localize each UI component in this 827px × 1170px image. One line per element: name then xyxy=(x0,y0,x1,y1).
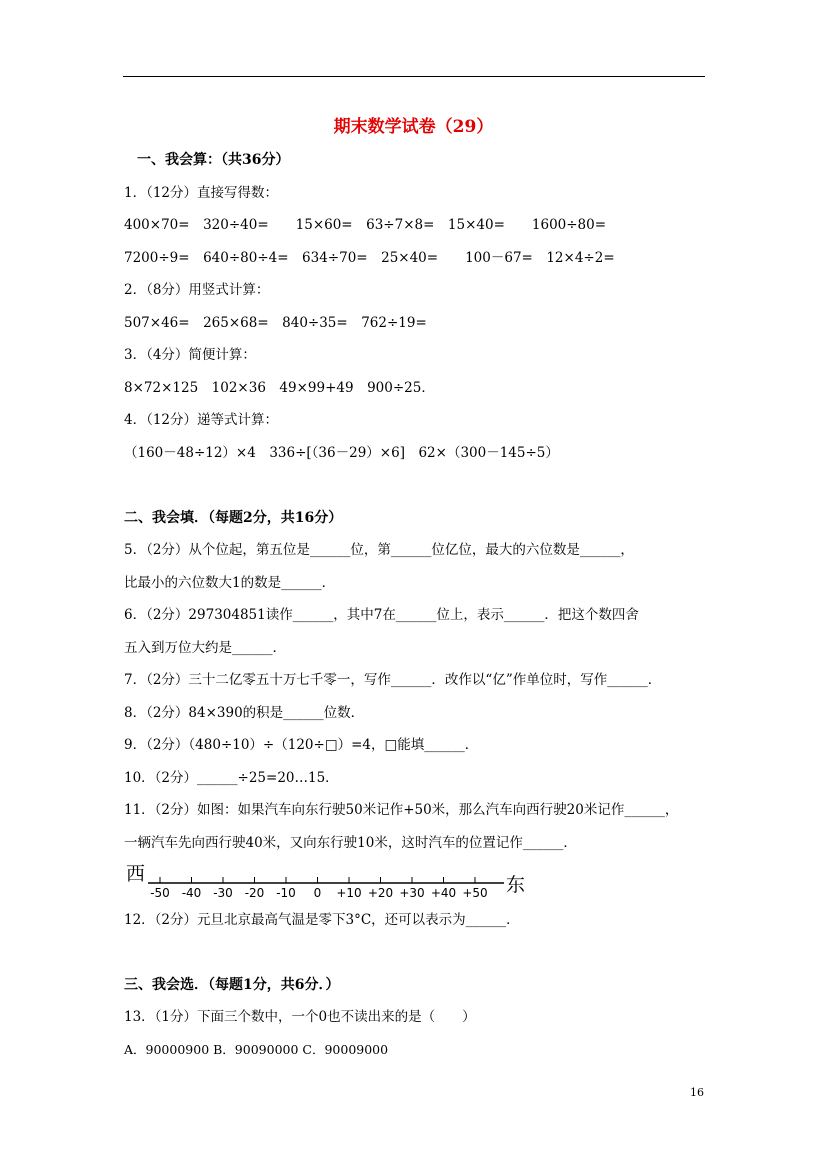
page-number: 16 xyxy=(690,1086,704,1099)
question-11-line-2: 一辆汽车先向西行驶40米，又向东行驶10米，这时汽车的位置记作______． xyxy=(124,835,577,851)
question-6-line-1: 6．（2分）297304851读作______，其中7在______位上，表示______．把这个数四舍 xyxy=(124,607,639,623)
question-4-row: （160－48÷12）×4 336÷[（36－29）×6] 62×（300－145÷5） xyxy=(124,445,559,461)
question-13: 13．（1分）下面三个数中，一个0也不读出来的是（ ） xyxy=(124,1009,476,1025)
question-5-line-2: 比最小的六位数大1的数是______． xyxy=(124,575,336,591)
tick-label: -30 xyxy=(213,886,233,900)
question-3-row: 8×72×125 102×36 49×99+49 900÷25． xyxy=(124,380,435,396)
section-2-heading: 二、我会填．（每题2分，共16分） xyxy=(124,510,343,526)
question-2-row: 507×46= 265×68= 840÷35= 762÷19= xyxy=(124,315,427,331)
section-1-heading: 一、我会算：（共36分） xyxy=(137,152,290,168)
header-rule xyxy=(123,76,705,77)
question-5-line-1: 5．（2分）从个位起，第五位是______位，第______位亿位，最大的六位数是______， xyxy=(124,542,634,558)
tick-label: -20 xyxy=(244,886,265,900)
section-3-heading: 三、我会选．（每题1分，共6分．） xyxy=(124,977,340,993)
tick-label: +30 xyxy=(399,886,425,900)
question-1: 1．（12分）直接写得数： xyxy=(124,185,279,201)
tick-label: -10 xyxy=(276,886,296,900)
question-12: 12．（2分）元旦北京最高气温是零下3°C，还可以表示为______． xyxy=(124,912,520,928)
number-line-figure xyxy=(124,860,544,900)
tick-label: -50 xyxy=(150,886,170,900)
tick-label: +50 xyxy=(462,886,488,900)
question-9: 9．（2分）（480÷10）÷（120÷□）=4，□能填______． xyxy=(124,737,479,753)
tick-label: +10 xyxy=(336,886,362,900)
tick-label: +20 xyxy=(367,886,394,900)
question-4: 4．（12分）递等式计算： xyxy=(124,412,279,428)
west-label: 西 xyxy=(126,863,146,885)
question-8: 8．（2分）84×390的积是______位数． xyxy=(124,705,365,721)
question-10: 10．（2分）______÷25=20…15． xyxy=(124,770,339,786)
question-2: 2．（8分）用竖式计算： xyxy=(124,282,270,298)
east-label: 东 xyxy=(506,874,526,896)
question-11-line-1: 11．（2分）如图：如果汽车向东行驶50米记作+50米，那么汽车向西行驶20米记作______， xyxy=(124,802,679,818)
question-6-line-2: 五入到万位大约是______． xyxy=(124,640,286,656)
page-title: 期末数学试卷（29） xyxy=(333,117,494,137)
question-7: 7．（2分）三十二亿零五十万七千零一，写作______．改作以“亿”作单位时，写作______． xyxy=(124,672,662,688)
question-1-row-1: 400×70= 320÷40= 15×60= 63÷7×8= 15×40= 1600÷80= xyxy=(124,217,607,233)
tick-label: -40 xyxy=(181,886,202,900)
tick-label: +40 xyxy=(430,886,457,900)
tick-label: 0 xyxy=(313,886,322,900)
question-1-row-2: 7200÷9= 640÷80÷4= 634÷70= 25×40= 100－67= 12×4÷2= xyxy=(124,250,615,266)
question-13-options: A．90000900 B．90090000 C．90009000 xyxy=(124,1042,389,1057)
question-3: 3．（4分）简便计算： xyxy=(124,347,256,363)
ticks-group xyxy=(150,877,487,900)
